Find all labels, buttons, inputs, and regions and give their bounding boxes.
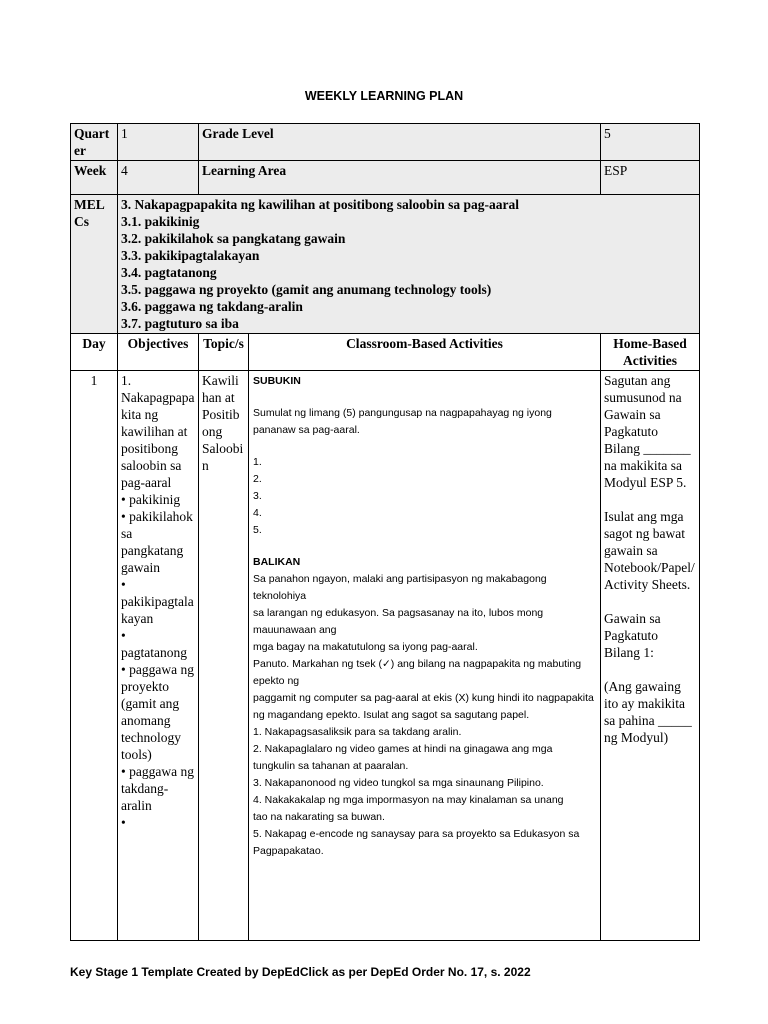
balikan-line: Panuto. Markahan ng tsek (✓) ang bilang na nagpapakita ng mabuting epekto ng: [253, 658, 582, 687]
melc-item: 3.6. paggawa ng takdang-aralin: [121, 299, 303, 314]
objective-item: • paggawa ng proyekto (gamit ang anomang technology tools): [121, 662, 194, 762]
home-activity-text: Gawain sa Pagkatuto Bilang 1:: [604, 611, 661, 660]
objective-item: • pakikinig: [121, 492, 181, 507]
melc-item: 3. Nakapagpapakita ng kawilihan at positibong saloobin sa pag-aaral: [121, 197, 519, 212]
week-label: Week: [71, 161, 118, 195]
topic-cell: Kawilihan at Positibong Saloobin: [199, 371, 249, 941]
quarter-label: Quarter: [71, 124, 118, 161]
day-number: 1: [71, 371, 118, 941]
balikan-line: ng magandang epekto. Isulat ang sagot sa sagutang papel.: [253, 709, 530, 721]
classroom-activities-header: Classroom-Based Activities: [249, 334, 601, 371]
objective-item: • pagtatanong: [121, 628, 187, 660]
subukin-heading: SUBUKIN: [253, 375, 301, 387]
objective-item: • pakikilahok sa pangkatang gawain: [121, 509, 193, 575]
balikan-heading: BALIKAN: [253, 556, 301, 568]
melcs-content: [118, 195, 700, 334]
balikan-line: paggamit ng computer sa pag-aaral at ekis (X) kung hindi ito nagpapakita: [253, 692, 594, 704]
week-row: [71, 161, 700, 195]
grade-level-value: 5: [601, 124, 700, 161]
classroom-activities-cell: [249, 371, 601, 941]
balikan-line: 1. Nakapagsasaliksik para sa takdang aralin.: [253, 726, 462, 738]
balikan-line: 3. Nakapanonood ng video tungkol sa mga sinaunang Pilipino.: [253, 777, 544, 789]
week-value: 4: [118, 161, 199, 195]
home-activity-text: Sagutan ang sumusunod na Gawain sa Pagkatuto Bilang _______ na makikita sa Modyul ESP 5.: [604, 373, 691, 490]
learning-area-value: ESP: [601, 161, 700, 195]
answer-line-number: 5.: [253, 524, 262, 536]
quarter-value: 1: [118, 124, 199, 161]
balikan-line: tao na nakarating sa buwan.: [253, 811, 385, 823]
document-footer: Key Stage 1 Template Created by DepEdClick as per DepEd Order No. 17, s. 2022: [70, 965, 531, 979]
melc-item: 3.4. pagtatanong: [121, 265, 217, 280]
balikan-line: Pagpapakatao.: [253, 845, 324, 857]
answer-line-number: 1.: [253, 456, 262, 468]
answer-line-number: 2.: [253, 473, 262, 485]
objective-item: • pakikipagtalakayan: [121, 577, 194, 626]
melcs-label: MELCs: [71, 195, 118, 334]
balikan-line: 2. Nakapaglalaro ng video games at hindi na ginagawa ang mga tungkulin sa tahanan at paaralan.: [253, 743, 553, 772]
column-header-row: [71, 334, 700, 371]
objectives-cell: [118, 371, 199, 941]
melcs-row: [71, 195, 700, 334]
day-header: Day: [71, 334, 118, 371]
objective-item: 1. Nakapagpapakita ng kawilihan at positibong saloobin sa pag-aaral: [121, 373, 195, 490]
objective-item: • paggawa ng takdang-aralin: [121, 764, 194, 813]
balikan-line: mga bagay na makatutulong sa iyong pag-aaral.: [253, 641, 478, 653]
weekly-learning-plan-table: [70, 123, 700, 941]
day-1-row: [71, 371, 700, 941]
balikan-line: 4. Nakakakalap ng mga impormasyon na may kinalaman sa unang: [253, 794, 564, 806]
document-title: WEEKLY LEARNING PLAN: [304, 89, 464, 103]
balikan-line: Sa panahon ngayon, malaki ang partisipasyon ng makabagong teknolohiya: [253, 573, 547, 602]
grade-level-label: Grade Level: [199, 124, 601, 161]
answer-line-number: 4.: [253, 507, 262, 519]
subukin-instruction: Sumulat ng limang (5) pangungusap na nagpapahayag ng iyong pananaw sa pag-aaral.: [253, 407, 552, 436]
home-activities-header: Home-Based Activities: [601, 334, 700, 371]
melc-item: 3.2. pakikilahok sa pangkatang gawain: [121, 231, 346, 246]
quarter-row: [71, 124, 700, 161]
learning-area-label: Learning Area: [199, 161, 601, 195]
home-activity-text: (Ang gawaing ito ay makikita sa pahina _____ ng Modyul): [604, 679, 692, 745]
answer-line-number: 3.: [253, 490, 262, 502]
balikan-line: 5. Nakapag e-encode ng sanaysay para sa proyekto sa Edukasyon sa: [253, 828, 580, 840]
objectives-header: Objectives: [118, 334, 199, 371]
objective-item: •: [121, 815, 126, 830]
melc-item: 3.7. pagtuturo sa iba: [121, 316, 239, 331]
melcs-list: [121, 196, 696, 332]
home-activities-cell: [601, 371, 700, 941]
melc-item: 3.1. pakikinig: [121, 214, 200, 229]
balikan-line: sa larangan ng edukasyon. Sa pagsasanay na ito, lubos mong mauunawaan ang: [253, 607, 544, 636]
melc-item: 3.3. pakikipagtalakayan: [121, 248, 260, 263]
objectives-list: [121, 372, 195, 831]
melc-item: 3.5. paggawa ng proyekto (gamit ang anumang technology tools): [121, 282, 492, 297]
home-activity-text: Isulat ang mga sagot ng bawat gawain sa Notebook/Papel/Activity Sheets.: [604, 509, 695, 592]
topics-header: Topic/s: [199, 334, 249, 371]
